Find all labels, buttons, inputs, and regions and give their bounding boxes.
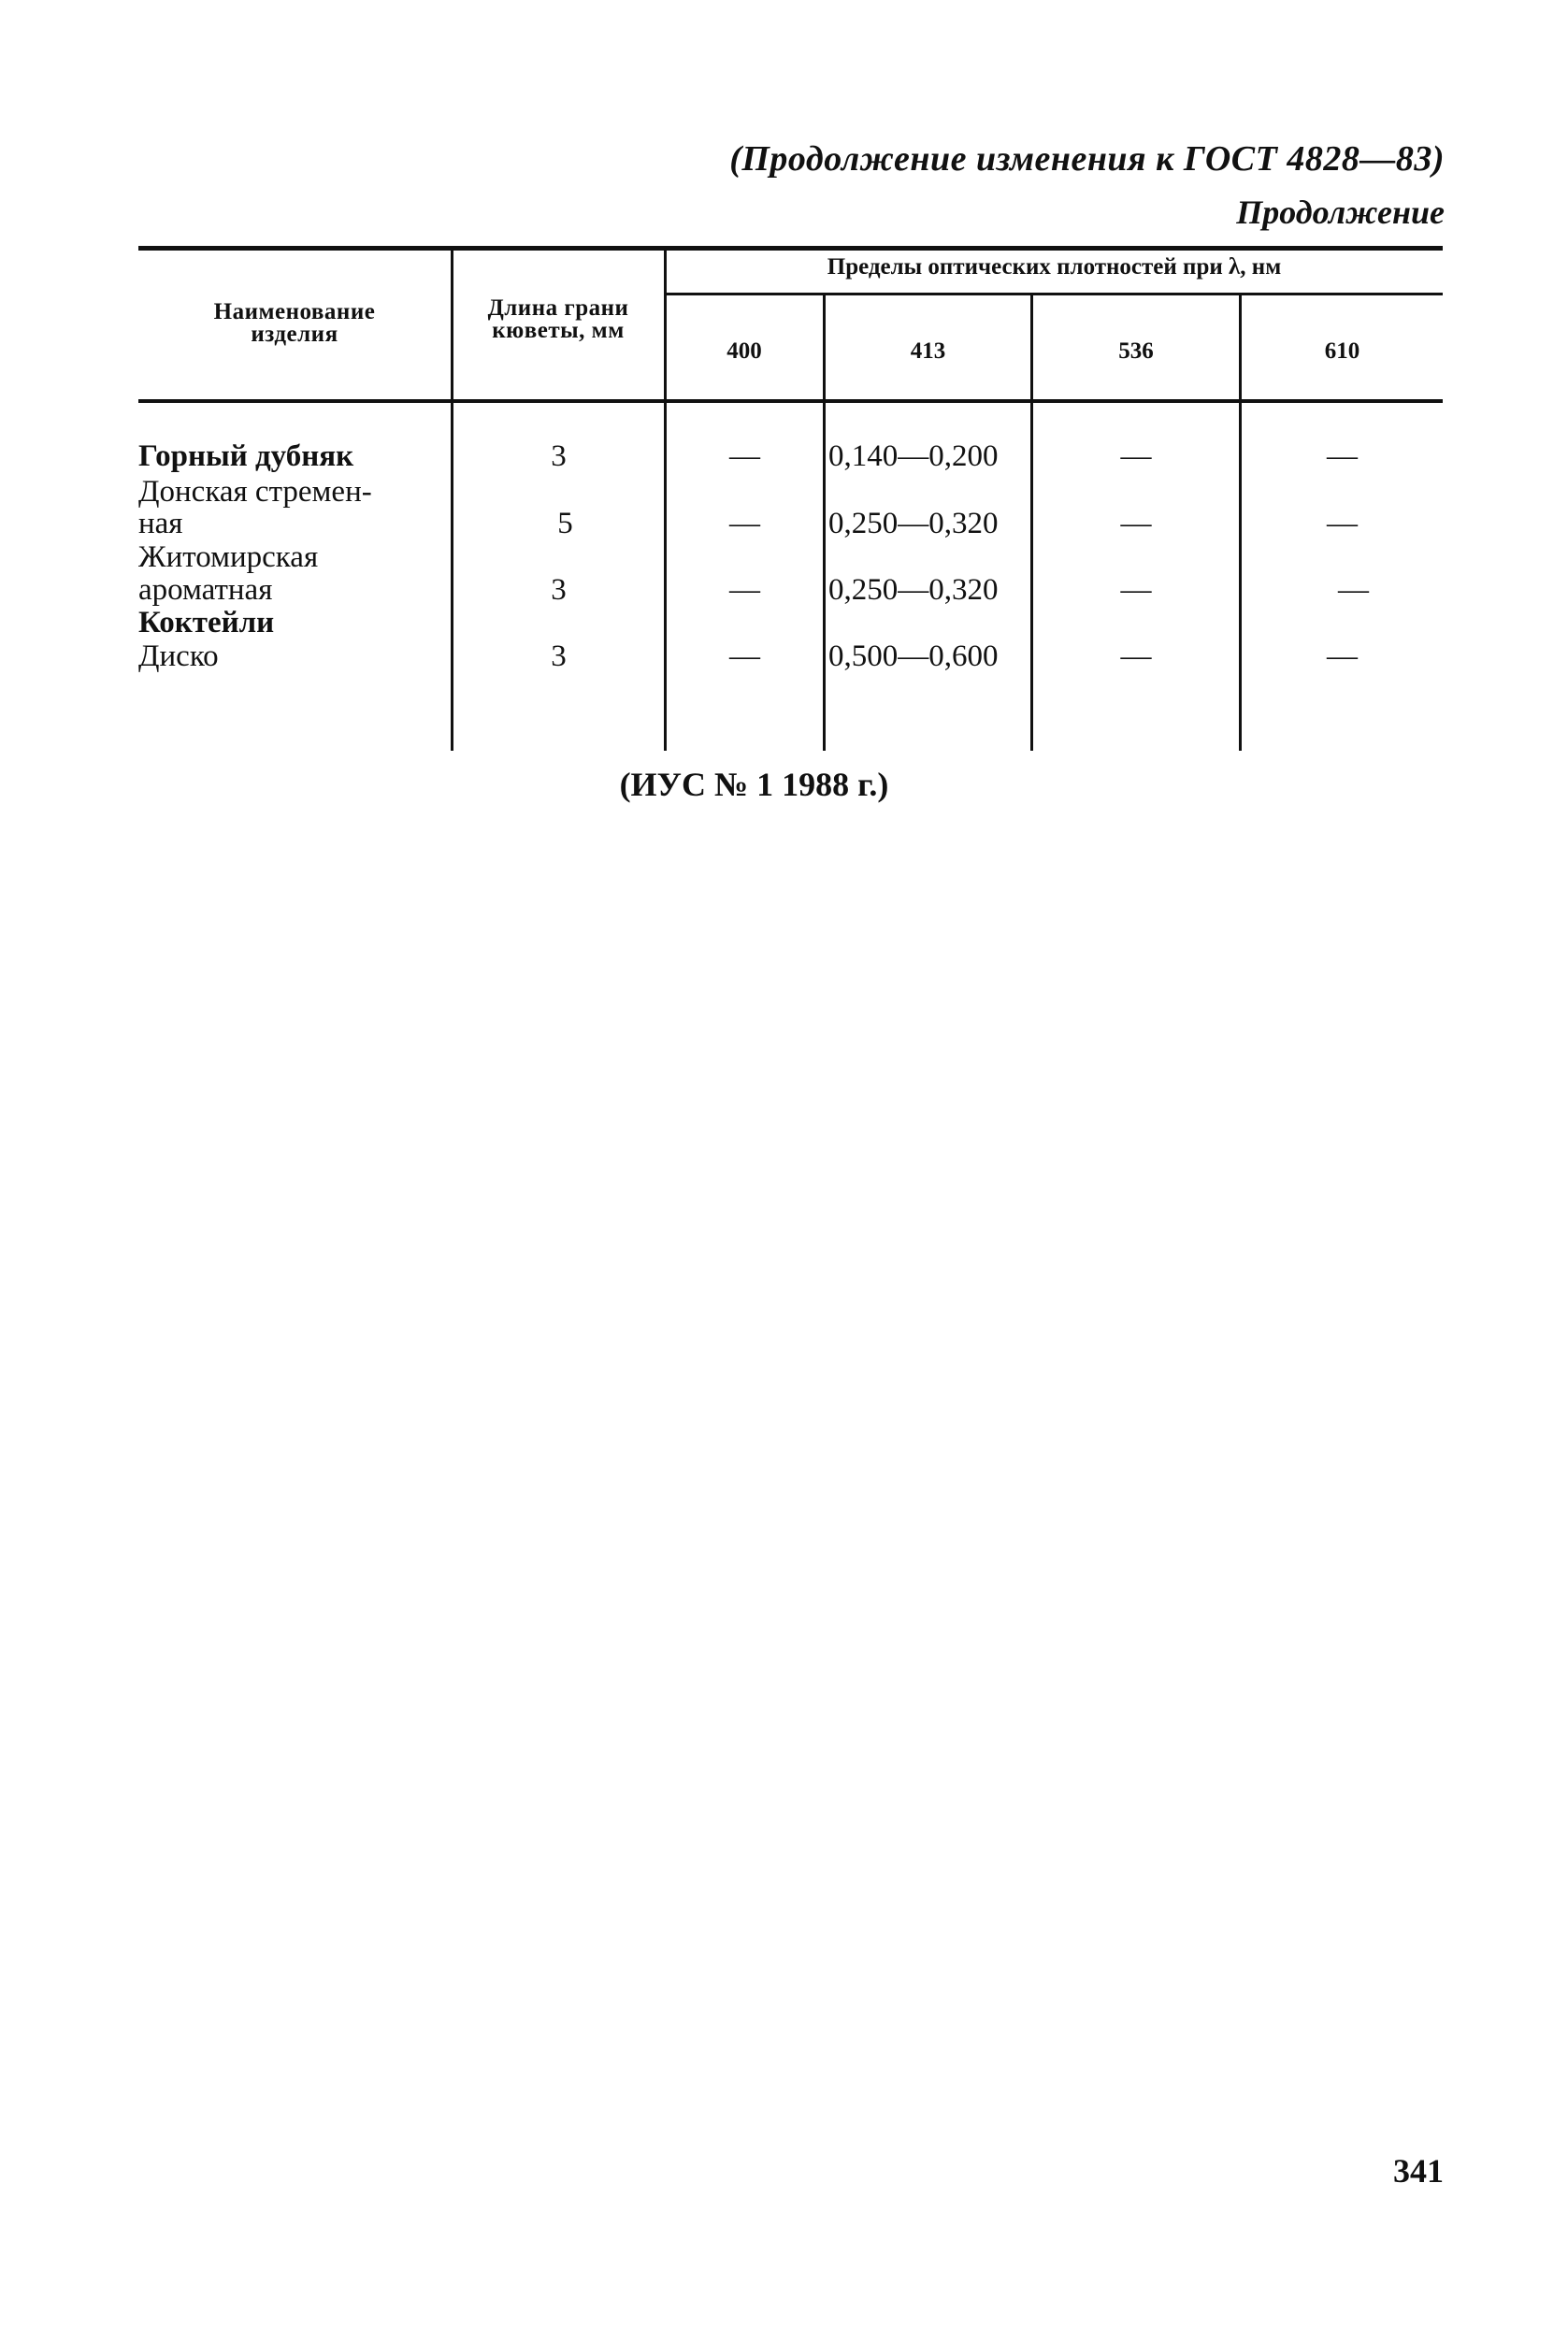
page-number: 341 — [1393, 2152, 1444, 2190]
product-name: Житомирская — [138, 540, 319, 574]
table-top-rule — [138, 246, 1443, 251]
cuvette-length: 3 — [551, 639, 567, 673]
density-413: 0,250—0,320 — [828, 507, 999, 540]
density-610: — — [1327, 507, 1358, 540]
density-536: — — [1120, 573, 1152, 607]
header-wavelength-536: 536 — [1118, 338, 1154, 364]
header-bottom-rule — [138, 399, 1443, 403]
header-product-name: Наименование изделия — [213, 299, 376, 347]
density-413: 0,500—0,600 — [828, 639, 999, 673]
product-name-continuation: Диско — [138, 639, 219, 673]
density-536: — — [1120, 507, 1152, 540]
cuvette-length: 3 — [551, 573, 567, 607]
product-name: Донская стремен- — [138, 475, 372, 509]
density-400: — — [729, 439, 760, 473]
density-413: 0,140—0,200 — [828, 439, 999, 473]
amendment-reference-text: (ИУС № 1 1988 г.) — [619, 766, 889, 803]
cuvette-length: 5 — [557, 507, 573, 540]
col-divider-1 — [451, 251, 453, 751]
product-name-continuation: ароматная — [138, 573, 273, 607]
density-610: — — [1338, 573, 1369, 607]
density-536: — — [1120, 439, 1152, 473]
density-400: — — [729, 639, 760, 673]
header-wavelength-610: 610 — [1324, 338, 1360, 364]
product-name-continuation: ная — [138, 507, 183, 540]
cuvette-length: 3 — [551, 439, 567, 473]
header-wavelength-413: 413 — [910, 338, 946, 364]
continuation-title: (Продолжение изменения к ГОСТ 4828—83) — [729, 139, 1445, 179]
header-cuvette-length: Длина грани кюветы, мм — [487, 295, 629, 343]
amendment-reference — [0, 765, 1568, 804]
density-536: — — [1120, 639, 1152, 673]
density-400: — — [729, 573, 760, 607]
density-610: — — [1327, 439, 1358, 473]
density-400: — — [729, 507, 760, 540]
product-name: Коктейли — [138, 606, 275, 639]
density-413: 0,250—0,320 — [828, 573, 999, 607]
product-name: Горный дубняк — [138, 439, 354, 473]
density-610: — — [1327, 639, 1358, 673]
header-wavelength-400: 400 — [726, 338, 762, 364]
col-divider-2 — [664, 251, 667, 751]
continuation-subtitle: Продолжение — [1236, 194, 1445, 231]
group-header-rule — [666, 293, 1443, 295]
header-optical-density-group: Пределы оптических плотностей при λ, нм — [827, 254, 1282, 280]
